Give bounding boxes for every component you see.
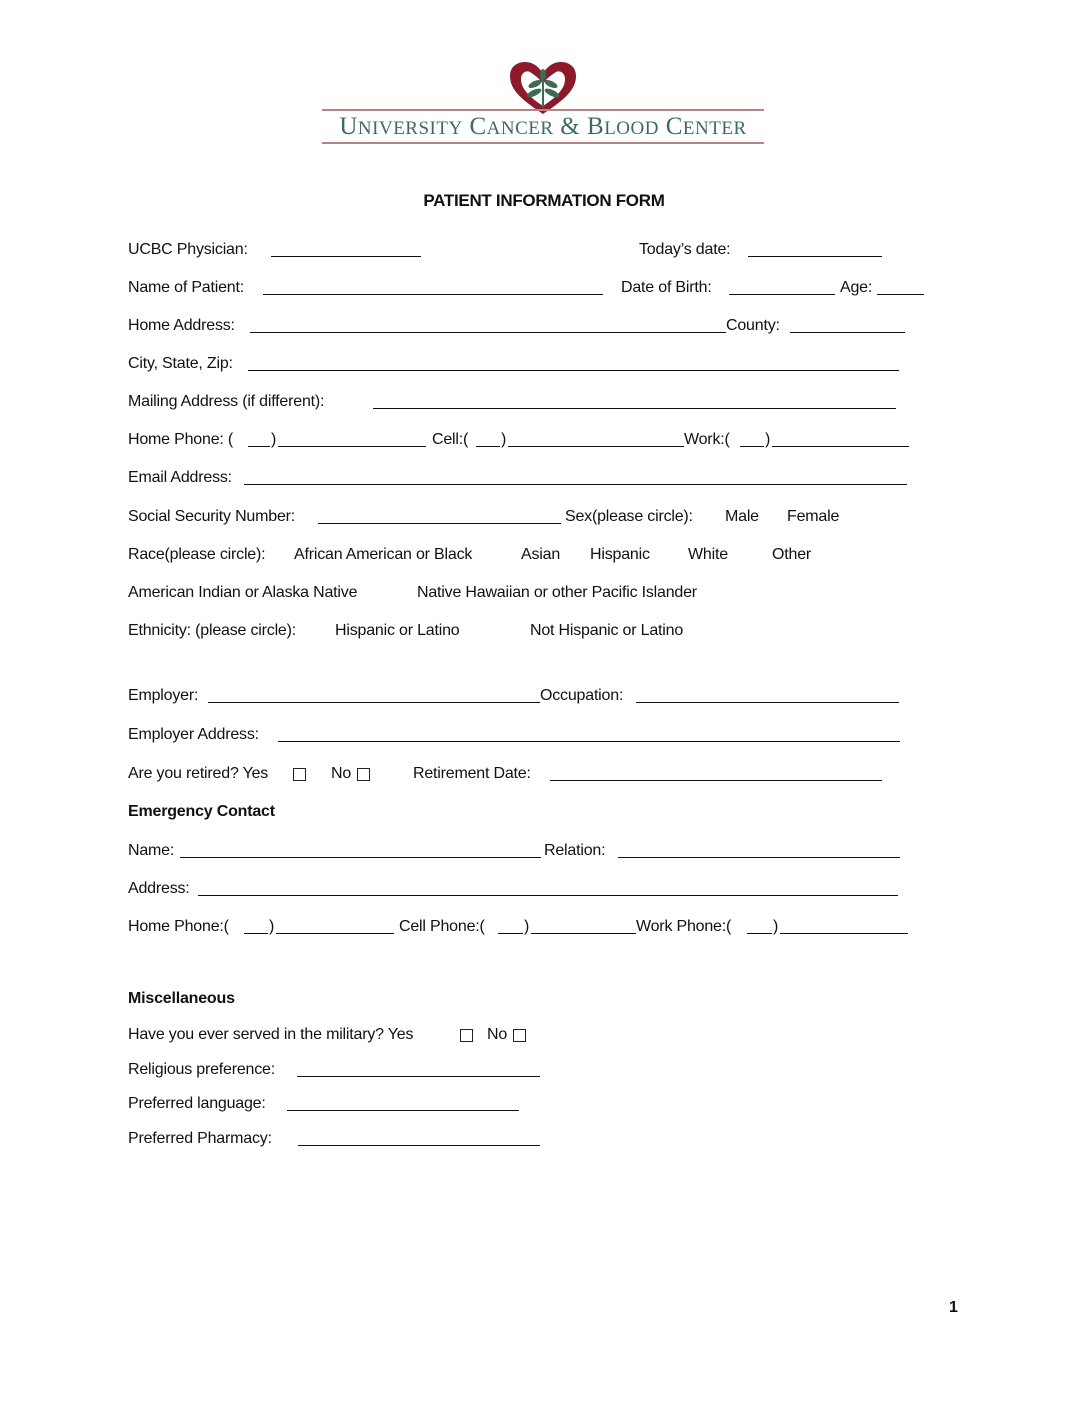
home-phone-area-code[interactable] <box>248 429 270 447</box>
mailing-address-field[interactable] <box>373 391 896 409</box>
sex-label: Sex(please circle): <box>565 508 693 525</box>
race-option[interactable]: Other <box>772 546 812 563</box>
logo-text: UNIVERSITY CANCER & BLOOD CENTER <box>339 113 747 140</box>
work-phone-field[interactable] <box>772 429 909 447</box>
emergency-home-phone-label: Home Phone:( <box>128 918 229 935</box>
home-phone-label: Home Phone: ( <box>128 431 234 448</box>
pharmacy-field[interactable] <box>298 1128 540 1146</box>
military-label: Have you ever served in the military? Yes <box>128 1026 414 1043</box>
todays-date-field[interactable] <box>748 239 882 257</box>
city-state-zip-label: City, State, Zip: <box>128 355 233 372</box>
page-number: 1 <box>949 1299 958 1316</box>
paren-close: ) <box>773 918 779 935</box>
age-field[interactable] <box>877 277 924 295</box>
cell-label: Cell:( <box>432 431 469 448</box>
section-heading: Miscellaneous <box>128 990 235 1007</box>
employer-address-field[interactable] <box>278 724 900 742</box>
race-option[interactable]: Native Hawaiian or other Pacific Islander <box>417 584 697 601</box>
language-field[interactable] <box>287 1093 519 1111</box>
emergency-cell-area-code[interactable] <box>498 916 523 934</box>
religious-label: Religious preference: <box>128 1061 275 1078</box>
email-field[interactable] <box>244 467 907 485</box>
military-yes-checkbox[interactable] <box>460 1029 473 1042</box>
ethnicity-option[interactable]: Not Hispanic or Latino <box>530 622 684 639</box>
sex-option-male[interactable]: Male <box>725 508 759 525</box>
relation-label: Relation: <box>544 842 606 859</box>
emergency-work-area-code[interactable] <box>747 916 772 934</box>
county-field[interactable] <box>790 315 905 333</box>
race-option[interactable]: Asian <box>521 546 561 563</box>
retirement-date-field[interactable] <box>550 763 882 781</box>
work-label: Work:( <box>684 431 730 448</box>
military-no-checkbox[interactable] <box>513 1029 526 1042</box>
ssn-label: Social Security Number: <box>128 508 296 525</box>
emergency-home-phone-field[interactable] <box>276 916 394 934</box>
patient-name-label: Name of Patient: <box>128 279 244 296</box>
work-area-code[interactable] <box>740 429 764 447</box>
ethnicity-option[interactable]: Hispanic or Latino <box>335 622 460 639</box>
paren-close: ) <box>501 431 507 448</box>
home-address-label: Home Address: <box>128 317 235 334</box>
race-option[interactable]: Hispanic <box>590 546 650 563</box>
employer-field[interactable] <box>208 685 540 703</box>
home-phone-field[interactable] <box>278 429 426 447</box>
cell-field[interactable] <box>508 429 684 447</box>
employer-label: Employer: <box>128 687 199 704</box>
race-label: Race(please circle): <box>128 546 266 563</box>
religious-field[interactable] <box>297 1059 540 1077</box>
emergency-name-label: Name: <box>128 842 175 859</box>
county-label: County: <box>726 317 780 334</box>
relation-field[interactable] <box>618 840 900 858</box>
pharmacy-label: Preferred Pharmacy: <box>128 1130 272 1147</box>
paren-close: ) <box>765 431 771 448</box>
emergency-address-label: Address: <box>128 880 190 897</box>
home-address-field[interactable] <box>250 315 726 333</box>
ssn-field[interactable] <box>318 506 561 524</box>
heart-leaf-icon <box>322 60 764 116</box>
sex-option-female[interactable]: Female <box>787 508 840 525</box>
dob-label: Date of Birth: <box>621 279 712 296</box>
physician-field[interactable] <box>271 239 421 257</box>
retired-label: Are you retired? Yes <box>128 765 269 782</box>
todays-date-label: Today’s date: <box>639 241 731 258</box>
page-title: PATIENT INFORMATION FORM <box>423 191 665 210</box>
retired-no-label: No <box>331 765 352 782</box>
dob-field[interactable] <box>729 277 835 295</box>
city-state-zip-field[interactable] <box>248 353 899 371</box>
race-option[interactable]: White <box>688 546 728 563</box>
emergency-home-area-code[interactable] <box>244 916 268 934</box>
organization-logo <box>322 60 764 148</box>
language-label: Preferred language: <box>128 1095 266 1112</box>
age-label: Age: <box>840 279 873 296</box>
occupation-label: Occupation: <box>540 687 624 704</box>
emergency-cell-phone-label: Cell Phone:( <box>399 918 485 935</box>
occupation-field[interactable] <box>636 685 899 703</box>
military-no-label: No <box>487 1026 508 1043</box>
emergency-cell-phone-field[interactable] <box>531 916 636 934</box>
race-option[interactable]: African American or Black <box>294 546 473 563</box>
emergency-address-field[interactable] <box>198 878 898 896</box>
retired-no-checkbox[interactable] <box>357 768 370 781</box>
emergency-work-phone-label: Work Phone:( <box>636 918 732 935</box>
cell-area-code[interactable] <box>476 429 500 447</box>
ethnicity-label: Ethnicity: (please circle): <box>128 622 296 639</box>
retired-yes-checkbox[interactable] <box>293 768 306 781</box>
section-heading: Emergency Contact <box>128 803 275 820</box>
logo-bottom-rule <box>322 142 764 144</box>
email-label: Email Address: <box>128 469 232 486</box>
emergency-work-phone-field[interactable] <box>780 916 908 934</box>
retirement-date-label: Retirement Date: <box>413 765 531 782</box>
paren-close: ) <box>271 431 277 448</box>
paren-close: ) <box>269 918 275 935</box>
emergency-name-field[interactable] <box>180 840 541 858</box>
logo-top-rule <box>322 109 764 111</box>
race-option[interactable]: American Indian or Alaska Native <box>128 584 358 601</box>
physician-label: UCBC Physician: <box>128 241 248 258</box>
mailing-address-label: Mailing Address (if different): <box>128 393 325 410</box>
employer-address-label: Employer Address: <box>128 726 259 743</box>
patient-name-field[interactable] <box>263 277 603 295</box>
paren-close: ) <box>524 918 530 935</box>
